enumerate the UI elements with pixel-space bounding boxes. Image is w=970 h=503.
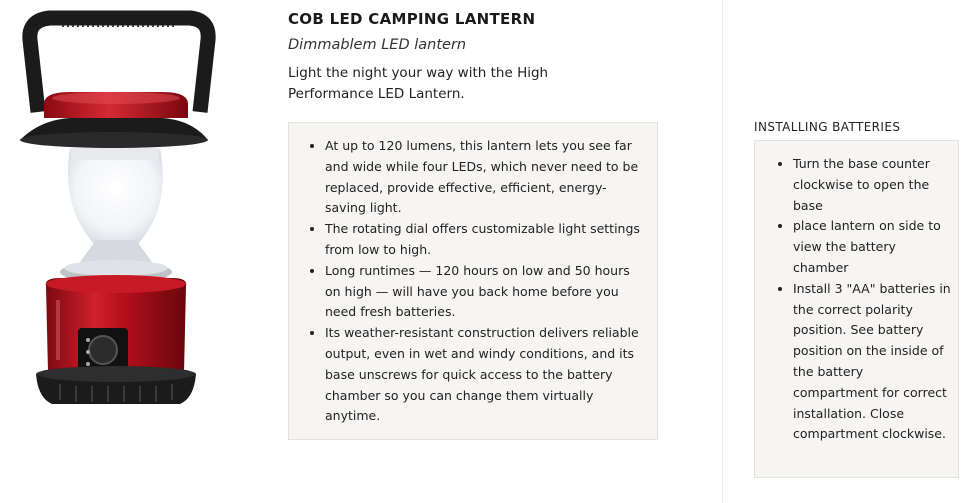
installing-step: • Turn the base counter clockwise to open the base	[793, 154, 952, 216]
dial-knob	[89, 336, 117, 364]
feature-item: • At up to 120 lumens, this lantern lets you see far and wide while four LEDs, which never need to be replaced, provide effective, efficient, energy-saving light.	[325, 136, 643, 219]
product-title: COB LED CAMPING LANTERN	[288, 10, 536, 28]
product-intro: Light the night your way with the High Performance LED Lantern.	[288, 65, 549, 102]
installing-title: INSTALLING BATTERIES	[754, 120, 901, 134]
product-header	[288, 10, 668, 105]
installing-step: • place lantern on side to view the battery chamber	[793, 216, 952, 278]
installing-steps	[767, 154, 952, 445]
feature-item: • The rotating dial offers customizable light settings from low to high.	[325, 219, 643, 261]
feature-item: • Its weather-resistant construction delivers reliable output, even in wet and windy conditions, and its base unscrews for quick access to the battery chamber so you can change them virtually anytime.	[325, 323, 643, 427]
installing-panel	[754, 140, 959, 478]
lantern-image	[0, 0, 240, 503]
feature-item: • Long runtimes — 120 hours on low and 50 hours on high — will have you back home before you need fresh batteries.	[325, 261, 643, 323]
features-panel	[288, 122, 658, 440]
features-list	[301, 136, 643, 427]
installing-step: • Install 3 "AA" batteries in the correct polarity position. See battery position on the inside of the battery compartment for correct installation. Close compartment clockwise.	[793, 279, 952, 445]
lamp-globe	[68, 148, 163, 248]
product-subtitle: Dimmablem LED lantern	[288, 37, 467, 53]
column-divider	[722, 0, 723, 503]
